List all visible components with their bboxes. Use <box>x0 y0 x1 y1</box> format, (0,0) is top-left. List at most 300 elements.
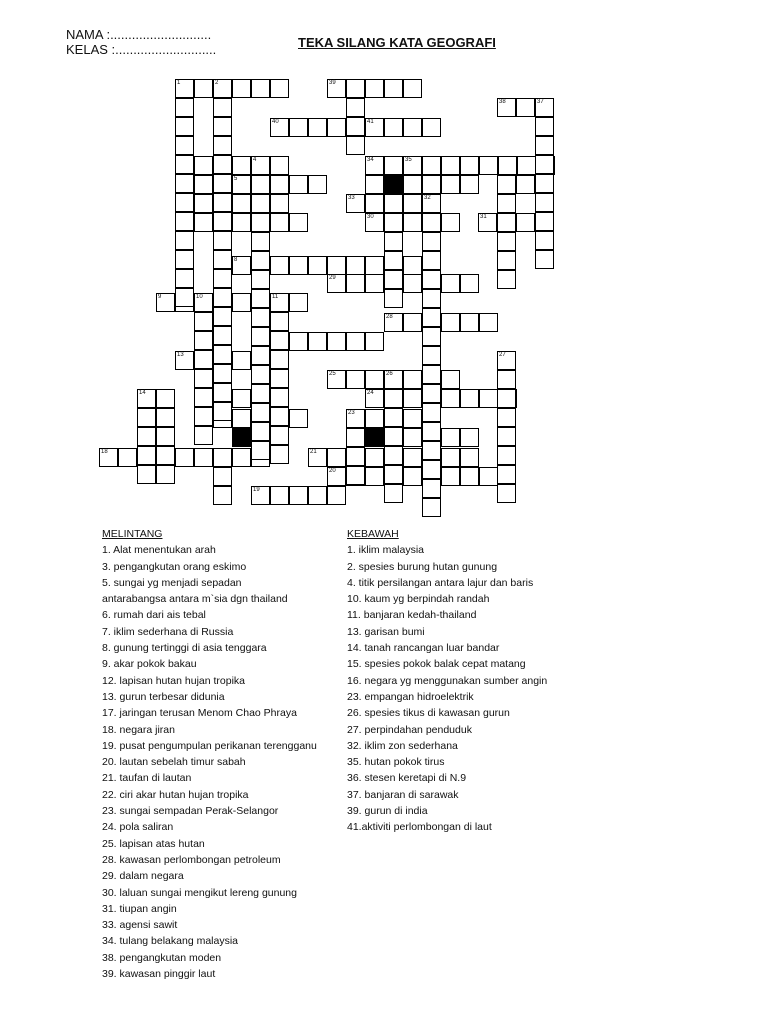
crossword-cell[interactable] <box>156 389 175 408</box>
crossword-cell[interactable] <box>346 136 365 155</box>
crossword-cell[interactable] <box>194 293 213 312</box>
crossword-cell[interactable] <box>384 118 403 137</box>
crossword-cell[interactable] <box>270 350 289 369</box>
crossword-cell[interactable] <box>460 175 479 194</box>
crossword-cell[interactable] <box>251 308 270 327</box>
crossword-cell[interactable] <box>479 389 498 408</box>
crossword-cell[interactable] <box>213 364 232 383</box>
crossword-cell[interactable] <box>156 446 175 465</box>
clue-number: 26 <box>386 371 393 377</box>
crossword-cell[interactable] <box>308 256 327 275</box>
clue-number: 31 <box>480 214 487 220</box>
crossword-cell[interactable] <box>232 194 251 213</box>
crossword-cell[interactable] <box>384 289 403 308</box>
crossword-cell[interactable] <box>365 79 384 98</box>
crossword-cell[interactable] <box>232 156 251 175</box>
crossword-cell[interactable] <box>327 274 346 293</box>
melintang-clue: 31. tiupan angin <box>102 902 177 915</box>
crossword-cell[interactable] <box>213 193 232 212</box>
crossword-cell[interactable] <box>441 213 460 232</box>
crossword-cell[interactable] <box>213 155 232 174</box>
crossword-cell[interactable] <box>479 156 498 175</box>
melintang-clue: 29. dalam negara <box>102 870 184 883</box>
crossword-cell[interactable] <box>497 389 516 408</box>
crossword-cell[interactable] <box>346 466 365 485</box>
crossword-cell[interactable] <box>308 175 327 194</box>
crossword-cell[interactable] <box>441 448 460 467</box>
crossword-cell[interactable] <box>403 274 422 293</box>
crossword-cell[interactable] <box>270 194 289 213</box>
crossword-cell[interactable] <box>535 174 554 193</box>
crossword-cell[interactable] <box>403 156 422 175</box>
crossword-cell[interactable] <box>441 467 460 486</box>
crossword-cell[interactable] <box>232 175 251 194</box>
crossword-cell[interactable] <box>213 326 232 345</box>
crossword-cell[interactable] <box>365 256 384 275</box>
crossword-cell[interactable] <box>213 136 232 155</box>
crossword-cell[interactable] <box>156 408 175 427</box>
crossword-cell[interactable] <box>346 98 365 117</box>
clue-number: 41 <box>367 119 374 125</box>
clue-number: 35 <box>405 157 412 163</box>
crossword-cell[interactable] <box>460 467 479 486</box>
crossword-cell[interactable] <box>194 350 213 369</box>
crossword-cell[interactable] <box>270 312 289 331</box>
clue-number: 13 <box>177 352 184 358</box>
crossword-cell[interactable] <box>365 370 384 389</box>
crossword-cell[interactable] <box>384 270 403 289</box>
clue-number: 20 <box>329 468 336 474</box>
crossword-cell[interactable] <box>213 269 232 288</box>
crossword-cell[interactable] <box>99 448 118 467</box>
crossword-cell[interactable] <box>422 422 441 441</box>
kebawah-column <box>347 526 547 836</box>
crossword-cell[interactable] <box>365 156 384 175</box>
crossword-cell[interactable] <box>384 370 403 389</box>
crossword-cell[interactable] <box>232 448 251 467</box>
crossword-cell[interactable] <box>497 408 516 427</box>
crossword-cell[interactable] <box>535 250 554 269</box>
crossword-cell[interactable] <box>497 213 516 232</box>
crossword-cell[interactable] <box>516 98 535 117</box>
crossword-cell[interactable] <box>213 98 232 117</box>
crossword-cell[interactable] <box>327 448 346 467</box>
crossword-cell[interactable] <box>194 388 213 407</box>
crossword-cell[interactable] <box>517 156 536 175</box>
kebawah-clue: 14. tanah rancangan luar bandar <box>347 642 500 655</box>
crossword-cell[interactable] <box>327 486 346 505</box>
crossword-cell[interactable] <box>270 156 289 175</box>
crossword-cell[interactable] <box>441 370 460 389</box>
clue-number: 8 <box>234 257 238 263</box>
crossword-cell[interactable] <box>289 213 308 232</box>
crossword-cell[interactable] <box>460 274 479 293</box>
crossword-cell[interactable] <box>213 250 232 269</box>
crossword-cell[interactable] <box>289 409 308 428</box>
crossword-cell[interactable] <box>175 288 194 307</box>
crossword-cell[interactable] <box>232 213 251 232</box>
crossword-cell[interactable] <box>422 460 441 479</box>
crossword-cell[interactable] <box>251 441 270 460</box>
crossword-cell[interactable] <box>441 175 460 194</box>
crossword-cell[interactable] <box>384 232 403 251</box>
crossword-cell[interactable] <box>403 79 422 98</box>
crossword-cell[interactable] <box>213 383 232 402</box>
crossword-cell[interactable] <box>251 156 270 175</box>
crossword-cell[interactable] <box>327 467 346 486</box>
crossword-cell[interactable] <box>308 448 327 467</box>
kelas-field[interactable]: KELAS :............................ <box>66 42 217 57</box>
crossword-cell[interactable] <box>403 370 422 389</box>
crossword-cell[interactable] <box>251 384 270 403</box>
crossword-cell[interactable] <box>384 427 403 446</box>
crossword-cell[interactable] <box>194 79 213 98</box>
crossword-cell[interactable] <box>535 136 554 155</box>
crossword-cell[interactable] <box>137 465 156 484</box>
crossword-cell[interactable] <box>497 175 516 194</box>
melintang-clue: 20. lautan sebelah timur sabah <box>102 756 246 769</box>
crossword-cell[interactable] <box>194 213 213 232</box>
melintang-clue: 1. Alat menentukan arah <box>102 544 216 557</box>
crossword-cell[interactable] <box>270 79 289 98</box>
crossword-cell[interactable] <box>251 232 270 251</box>
crossword-cell[interactable] <box>270 331 289 350</box>
crossword-cell[interactable] <box>422 251 441 270</box>
crossword-cell[interactable] <box>365 409 384 428</box>
crossword-cell[interactable] <box>384 484 403 503</box>
crossword-cell[interactable] <box>213 448 232 467</box>
crossword-cell[interactable] <box>175 174 194 193</box>
crossword-cell[interactable] <box>535 212 554 231</box>
clue-number: 9 <box>158 294 162 300</box>
kebawah-clue: 15. spesies pokok balak cepat matang <box>347 658 526 671</box>
crossword-cell[interactable] <box>479 467 498 486</box>
crossword-cell[interactable] <box>194 369 213 388</box>
crossword-cell[interactable] <box>441 428 460 447</box>
crossword-cell[interactable] <box>232 351 251 370</box>
crossword-cell[interactable] <box>251 175 270 194</box>
crossword-cell[interactable] <box>156 293 175 312</box>
crossword-cell[interactable] <box>403 213 422 232</box>
crossword-cell[interactable] <box>422 232 441 251</box>
crossword-cell[interactable] <box>497 194 516 213</box>
crossword-cell[interactable] <box>194 426 213 445</box>
crossword-cell[interactable] <box>497 484 516 503</box>
crossword-cell[interactable] <box>535 155 554 174</box>
melintang-clue: 7. iklim sederhana di Russia <box>102 625 234 638</box>
crossword-cell[interactable] <box>384 313 403 332</box>
clue-number: 23 <box>348 410 355 416</box>
crossword-cell[interactable] <box>403 313 422 332</box>
crossword-cell[interactable] <box>365 213 384 232</box>
clue-number: 4 <box>253 157 257 163</box>
crossword-cell[interactable] <box>346 428 365 447</box>
crossword-cell[interactable] <box>327 118 346 137</box>
crossword-cell[interactable] <box>175 351 194 370</box>
crossword-cell[interactable] <box>270 118 289 137</box>
crossword-cell[interactable] <box>213 212 232 231</box>
crossword-cell[interactable] <box>422 327 441 346</box>
crossword-cell[interactable] <box>403 194 422 213</box>
crossword-cell[interactable] <box>156 427 175 446</box>
crossword-cell[interactable] <box>175 79 194 98</box>
clue-number: 40 <box>272 119 279 125</box>
crossword-cell[interactable] <box>460 428 479 447</box>
crossword-cell[interactable] <box>497 98 516 117</box>
crossword-cell[interactable] <box>194 156 213 175</box>
crossword-cell[interactable] <box>365 118 384 137</box>
crossword-cell[interactable] <box>251 251 270 270</box>
crossword-cell[interactable] <box>365 467 384 486</box>
crossword-cell[interactable] <box>460 156 479 175</box>
crossword-cell[interactable] <box>137 446 156 465</box>
crossword-cell[interactable] <box>346 409 365 428</box>
crossword-cell[interactable] <box>535 117 554 136</box>
crossword-cell[interactable] <box>251 289 270 308</box>
crossword-cell[interactable] <box>232 389 251 408</box>
crossword-cell[interactable] <box>403 409 422 428</box>
crossword-cell[interactable] <box>403 118 422 137</box>
crossword-cell[interactable] <box>175 231 194 250</box>
crossword-cell[interactable] <box>251 79 270 98</box>
crossword-cell[interactable] <box>346 79 365 98</box>
crossword-cell[interactable] <box>422 118 441 137</box>
crossword-cell[interactable] <box>270 407 289 426</box>
crossword-cell[interactable] <box>365 448 384 467</box>
crossword-cell[interactable] <box>251 365 270 384</box>
crossword-cell[interactable] <box>422 346 441 365</box>
crossword-cell[interactable] <box>194 331 213 350</box>
crossword-cell[interactable] <box>175 212 194 231</box>
melintang-clue: 39. kawasan pinggir laut <box>102 968 216 981</box>
crossword-cell[interactable] <box>213 231 232 250</box>
crossword-cell[interactable] <box>460 448 479 467</box>
crossword-cell[interactable] <box>175 250 194 269</box>
crossword-cell[interactable] <box>422 365 441 384</box>
crossword-cell[interactable] <box>175 98 194 117</box>
crossword-cell[interactable] <box>213 288 232 307</box>
crossword-cell[interactable] <box>346 370 365 389</box>
crossword-cell[interactable] <box>384 79 403 98</box>
crossword-cell[interactable] <box>384 389 403 408</box>
crossword-cell[interactable] <box>213 402 232 421</box>
crossword-cell[interactable] <box>194 194 213 213</box>
crossword-cell[interactable] <box>516 175 535 194</box>
crossword-cell[interactable] <box>289 118 308 137</box>
crossword-cell[interactable] <box>175 117 194 136</box>
crossword-cell[interactable] <box>441 274 460 293</box>
clue-number: 5 <box>234 176 238 182</box>
crossword-cell[interactable] <box>422 479 441 498</box>
crossword-cell[interactable] <box>194 407 213 426</box>
crossword-cell[interactable] <box>497 270 516 289</box>
crossword-cell[interactable] <box>497 351 516 370</box>
crossword-cell[interactable] <box>441 313 460 332</box>
crossword-cell[interactable] <box>478 213 497 232</box>
crossword-cell[interactable] <box>403 175 422 194</box>
crossword-cell[interactable] <box>137 389 156 408</box>
crossword-cell[interactable] <box>422 175 441 194</box>
crossword-cell[interactable] <box>289 486 308 505</box>
crossword-cell[interactable] <box>384 213 403 232</box>
crossword-cell[interactable] <box>251 403 270 422</box>
crossword-cell[interactable] <box>441 156 460 175</box>
crossword-cell[interactable] <box>213 345 232 364</box>
crossword-cell[interactable] <box>365 389 384 408</box>
crossword-cell[interactable] <box>270 175 289 194</box>
crossword-cell[interactable] <box>516 213 535 232</box>
crossword-cell[interactable] <box>384 446 403 465</box>
crossword-cell[interactable] <box>422 289 441 308</box>
crossword-cell[interactable] <box>251 422 270 441</box>
crossword-cell[interactable] <box>270 426 289 445</box>
crossword-cell[interactable] <box>365 175 384 194</box>
kebawah-clue: 41.aktiviti perlombongan di laut <box>347 821 492 834</box>
crossword-cell[interactable] <box>422 403 441 422</box>
crossword-cell[interactable] <box>232 256 251 275</box>
melintang-clue: 5. sungai yg menjadi sepadan <box>102 576 242 589</box>
clue-number: 2 <box>215 80 219 86</box>
crossword-cell[interactable] <box>346 117 365 136</box>
crossword-cell[interactable] <box>460 313 479 332</box>
crossword-cell[interactable] <box>289 332 308 351</box>
crossword-cell[interactable] <box>308 332 327 351</box>
crossword-cell[interactable] <box>497 465 516 484</box>
clue-number: 27 <box>499 352 506 358</box>
melintang-clue: 24. pola saliran <box>102 821 174 834</box>
crossword-cell[interactable] <box>175 193 194 212</box>
melintang-clue: 12. lapisan hutan hujan tropika <box>102 674 246 687</box>
crossword-cell[interactable] <box>175 448 194 467</box>
crossword-cell[interactable] <box>213 117 232 136</box>
clue-number: 29 <box>329 275 336 281</box>
crossword-cell[interactable] <box>384 194 403 213</box>
crossword-cell[interactable] <box>346 274 365 293</box>
crossword-cell[interactable] <box>270 486 289 505</box>
crossword-cell[interactable] <box>194 175 213 194</box>
clue-number: 19 <box>253 487 260 493</box>
crossword-cell[interactable] <box>270 445 289 464</box>
crossword-cell[interactable] <box>251 194 270 213</box>
crossword-cell[interactable] <box>422 156 441 175</box>
crossword-cell[interactable] <box>460 389 479 408</box>
crossword-cell[interactable] <box>270 213 289 232</box>
crossword-cell[interactable] <box>346 256 365 275</box>
melintang-clue: 3. pengangkutan orang eskimo <box>102 560 247 573</box>
crossword-cell[interactable] <box>346 194 365 213</box>
crossword-cell[interactable] <box>535 98 554 117</box>
crossword-cell[interactable] <box>232 293 251 312</box>
crossword-cell[interactable] <box>422 213 441 232</box>
clue-number: 28 <box>386 314 393 320</box>
crossword-cell[interactable] <box>422 498 441 517</box>
crossword-cell[interactable] <box>441 389 460 408</box>
crossword-cell[interactable] <box>175 155 194 174</box>
crossword-cell[interactable] <box>497 251 516 270</box>
crossword-cell[interactable] <box>251 327 270 346</box>
crossword-cell[interactable] <box>213 467 232 486</box>
crossword-cell[interactable] <box>422 194 441 213</box>
kebawah-clue: 1. iklim malaysia <box>347 544 425 557</box>
crossword-cell[interactable] <box>213 174 232 193</box>
crossword-cell[interactable] <box>270 256 289 275</box>
crossword-cell[interactable] <box>365 332 384 351</box>
crossword-cell[interactable] <box>422 441 441 460</box>
clue-number: 34 <box>367 157 374 163</box>
crossword-cell[interactable] <box>365 274 384 293</box>
crossword-cell[interactable] <box>403 448 422 467</box>
crossword-cell[interactable] <box>497 232 516 251</box>
crossword-cell[interactable] <box>213 486 232 505</box>
crossword-cell[interactable] <box>384 408 403 427</box>
crossword-cell[interactable] <box>137 427 156 446</box>
crossword-cell[interactable] <box>251 270 270 289</box>
crossword-cell[interactable] <box>213 79 232 98</box>
crossword-cell[interactable] <box>175 269 194 288</box>
crossword-cell[interactable] <box>346 332 365 351</box>
crossword-cell[interactable] <box>156 465 175 484</box>
crossword-cell[interactable] <box>194 312 213 331</box>
crossword-cell[interactable] <box>422 384 441 403</box>
crossword-cell[interactable] <box>497 370 516 389</box>
crossword-cell[interactable] <box>213 307 232 326</box>
crossword-cell[interactable] <box>251 346 270 365</box>
crossword-cell[interactable] <box>232 409 251 428</box>
crossword-cell[interactable] <box>422 308 441 327</box>
crossword-cell[interactable] <box>535 193 554 212</box>
crossword-cell[interactable] <box>403 389 422 408</box>
crossword-cell[interactable] <box>384 251 403 270</box>
clue-number: 32 <box>424 195 431 201</box>
crossword-cell[interactable] <box>289 293 308 312</box>
crossword-cell[interactable] <box>403 428 422 447</box>
crossword-cell[interactable] <box>308 118 327 137</box>
crossword-cell[interactable] <box>498 156 517 175</box>
crossword-cell[interactable] <box>403 467 422 486</box>
crossword-cell[interactable] <box>194 448 213 467</box>
crossword-cell[interactable] <box>327 332 346 351</box>
crossword-cell[interactable] <box>289 175 308 194</box>
crossword-cell[interactable] <box>497 427 516 446</box>
crossword-cell[interactable] <box>384 465 403 484</box>
nama-field[interactable]: NAMA :............................ <box>66 27 212 42</box>
black-square <box>365 428 384 447</box>
crossword-cell[interactable] <box>232 79 251 98</box>
crossword-cell[interactable] <box>270 388 289 407</box>
crossword-cell[interactable] <box>251 486 270 505</box>
crossword-cell[interactable] <box>365 194 384 213</box>
crossword-cell[interactable] <box>384 156 403 175</box>
crossword-cell[interactable] <box>479 313 498 332</box>
crossword-cell[interactable] <box>327 79 346 98</box>
crossword-cell[interactable] <box>346 447 365 466</box>
crossword-cell[interactable] <box>289 256 308 275</box>
crossword-cell[interactable] <box>137 408 156 427</box>
crossword-cell[interactable] <box>308 486 327 505</box>
crossword-cell[interactable] <box>270 369 289 388</box>
crossword-cell[interactable] <box>251 213 270 232</box>
crossword-cell[interactable] <box>175 136 194 155</box>
crossword-cell[interactable] <box>327 370 346 389</box>
crossword-cell[interactable] <box>403 256 422 275</box>
crossword-cell[interactable] <box>535 231 554 250</box>
crossword-cell[interactable] <box>497 446 516 465</box>
crossword-cell[interactable] <box>327 256 346 275</box>
crossword-cell[interactable] <box>422 270 441 289</box>
crossword-cell[interactable] <box>270 293 289 312</box>
crossword-cell[interactable] <box>118 448 137 467</box>
melintang-clue: antarabangsa antara m`sia dgn thailand <box>102 593 288 606</box>
